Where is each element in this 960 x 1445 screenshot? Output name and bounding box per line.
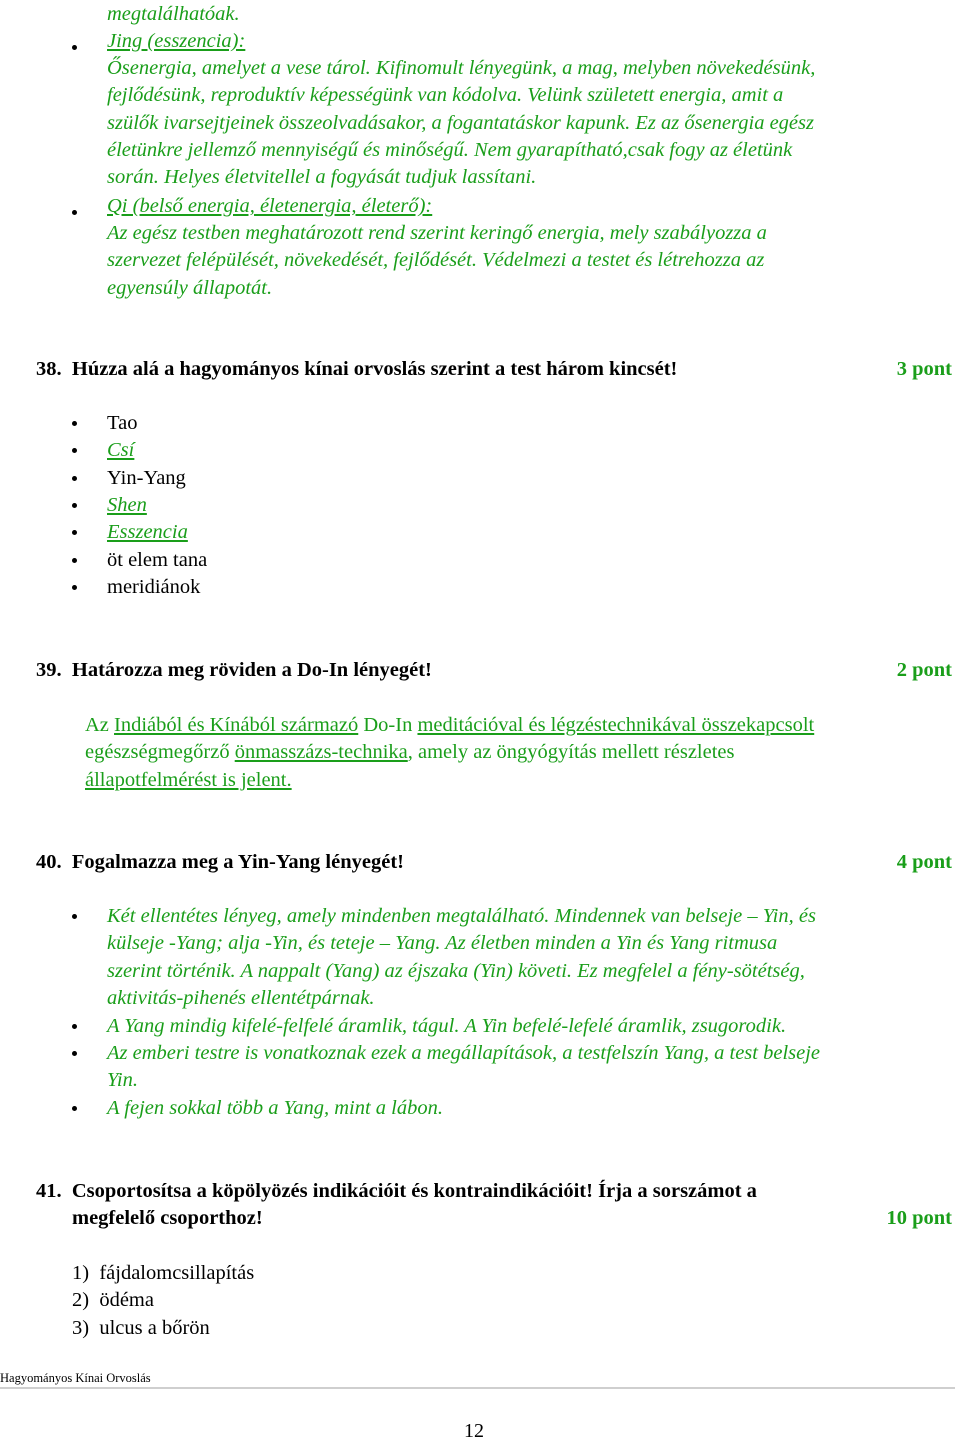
list-item bbox=[72, 1315, 254, 1342]
points-label: 2 pont bbox=[896, 659, 952, 681]
list-text: ulcus a bőrön bbox=[99, 1316, 210, 1339]
text-line: szerint történik. A nappalt (Yang) az éjszaka (Yin) követi. Ez megfelel a fény-sötétség, bbox=[107, 959, 805, 982]
bullet-icon bbox=[72, 503, 77, 508]
question-number: 41. bbox=[36, 1180, 62, 1202]
question-40 bbox=[36, 849, 952, 876]
text-line: megtalálhatóak. bbox=[107, 3, 240, 25]
footer-title: Hagyományos Kínai Orvoslás bbox=[0, 1371, 151, 1385]
option-item: Tao bbox=[107, 412, 138, 434]
q40-bullet-1 bbox=[107, 903, 816, 1012]
text-line bbox=[85, 767, 814, 794]
option-item-answer: Esszencia bbox=[107, 521, 188, 543]
bullet-icon bbox=[72, 558, 77, 563]
text-line: Az emberi testre is vonatkoznak ezek a megállapítások, a testfelszín Yang, a test belseje bbox=[107, 1042, 821, 1064]
bullet-icon bbox=[72, 585, 77, 590]
question-text: Csoportosítsa a köpölyözés indikációit és kontraindikációit! Írja a sorszámot a bbox=[71, 1180, 757, 1202]
bullet-icon bbox=[72, 1106, 77, 1111]
text-line: egyensúly állapotát. bbox=[107, 276, 273, 299]
text-span: egészségmegőrző bbox=[85, 741, 235, 764]
list-item bbox=[72, 1287, 254, 1314]
underlined-span: meditációval és légzéstechnikával összekapcsolt bbox=[417, 714, 815, 736]
text-line: szülők ivarsejtjeinek összeolvadásakor, a fogantatáskor kapunk. Ez az ősenergia egész bbox=[107, 111, 814, 134]
text-line: Yin. bbox=[107, 1069, 138, 1092]
q40-bullet-2 bbox=[107, 1013, 786, 1040]
page-number: 12 bbox=[464, 1420, 484, 1442]
text-line: A fejen sokkal több a Yang, mint a lábon. bbox=[107, 1097, 443, 1119]
jing-paragraph bbox=[107, 55, 815, 191]
q41-list bbox=[72, 1260, 254, 1342]
question-text: Határozza meg röviden a Do-In lényegét! bbox=[71, 659, 432, 681]
question-text: Fogalmazza meg a Yin-Yang lényegét! bbox=[71, 851, 404, 873]
text-line: során. Helyes életvitellel a fogyását tudjuk lassítani. bbox=[107, 166, 537, 189]
bullet-icon bbox=[72, 530, 77, 535]
question-41-continued bbox=[72, 1205, 952, 1232]
text-line bbox=[85, 739, 814, 766]
text-line bbox=[85, 712, 814, 739]
text-line: életünkre jellemző mennyiségű és minőségű. Nem gyarapítható,csak fogy az életünk bbox=[107, 138, 793, 161]
option-item-answer: Shen bbox=[107, 494, 147, 516]
bullet-icon bbox=[72, 210, 77, 215]
qi-heading bbox=[107, 193, 432, 220]
question-number: 38. bbox=[36, 358, 62, 380]
list-item bbox=[72, 1260, 254, 1287]
list-text: fájdalomcsillapítás bbox=[99, 1262, 255, 1284]
points-label: 4 pont bbox=[896, 851, 952, 873]
list-number: 3) bbox=[72, 1316, 90, 1339]
bullet-icon bbox=[72, 421, 77, 426]
list-number: 1) bbox=[72, 1262, 90, 1284]
option-item: meridiánok bbox=[107, 576, 201, 598]
points-label: 10 pont bbox=[886, 1207, 952, 1229]
footer-divider bbox=[0, 1387, 955, 1389]
question-41 bbox=[36, 1178, 952, 1205]
option-item: Yin-Yang bbox=[107, 467, 186, 489]
question-38 bbox=[36, 356, 952, 383]
option-item-answer: Csí bbox=[107, 439, 135, 461]
underlined-span: állapotfelmérést is jelent. bbox=[85, 768, 292, 791]
text-line: Két ellentétes lényeg, amely mindenben megtalálható. Mindennek van belseje – Yin, és bbox=[107, 905, 816, 927]
text-line: fejlődésünk, reproduktív képességünk van kódolva. Velünk született energia, amit a bbox=[107, 84, 784, 107]
q40-bullet-4 bbox=[107, 1095, 443, 1122]
question-39 bbox=[36, 657, 952, 684]
bullet-icon bbox=[72, 914, 77, 919]
bullet-icon bbox=[72, 476, 77, 481]
underlined-span: önmasszázs-technika bbox=[234, 741, 408, 764]
question-text: Húzza alá a hagyományos kínai orvoslás szerint a test három kincsét! bbox=[71, 358, 678, 380]
list-text: ödéma bbox=[99, 1289, 154, 1312]
option-item: öt elem tana bbox=[107, 549, 208, 571]
points-label: 3 pont bbox=[896, 358, 952, 380]
text-line: aktivitás-pihenés ellentétpárnak. bbox=[107, 986, 375, 1009]
question-number: 39. bbox=[36, 659, 62, 681]
text-line: Ősenergia, amelyet a vese tárol. Kifinomult lényegünk, a mag, melyben növekedésünk, bbox=[107, 57, 816, 79]
text-span: , amely az öngyógyítás mellett részletes bbox=[407, 741, 735, 764]
bullet-icon bbox=[72, 448, 77, 453]
list-number: 2) bbox=[72, 1289, 90, 1312]
qi-paragraph bbox=[107, 220, 767, 302]
text-line: külseje -Yang; alja -Yin, és teteje – Yang. Az életben minden a Yin és Yang ritmusa bbox=[107, 932, 778, 955]
question-number: 40. bbox=[36, 851, 62, 873]
text-line: szervezet felépülését, növekedését, fejlődését. Védelmezi a testet és létrehozza az bbox=[107, 249, 765, 272]
qi-heading-text: Qi (belső energia, életenergia, életerő): bbox=[107, 195, 433, 217]
text-line: Az egész testben meghatározott rend szerint keringő energia, mely szabályozza a bbox=[107, 222, 767, 244]
text-span: Az bbox=[85, 714, 115, 736]
text-line: A Yang mindig kifelé-felfelé áramlik, tágul. A Yin befelé-lefelé áramlik, zsugorodik. bbox=[107, 1015, 787, 1037]
bullet-icon bbox=[72, 45, 77, 50]
question-text: megfelelő csoporthoz! bbox=[72, 1207, 263, 1229]
bullet-icon bbox=[72, 1051, 77, 1056]
q40-bullet-3 bbox=[107, 1040, 820, 1095]
q39-answer bbox=[85, 712, 814, 794]
bullet-icon bbox=[72, 1024, 77, 1029]
jing-heading: Jing (esszencia): bbox=[107, 30, 246, 52]
text-span: Do-In bbox=[358, 714, 418, 736]
underlined-span: Indiából és Kínából származó bbox=[114, 714, 359, 736]
